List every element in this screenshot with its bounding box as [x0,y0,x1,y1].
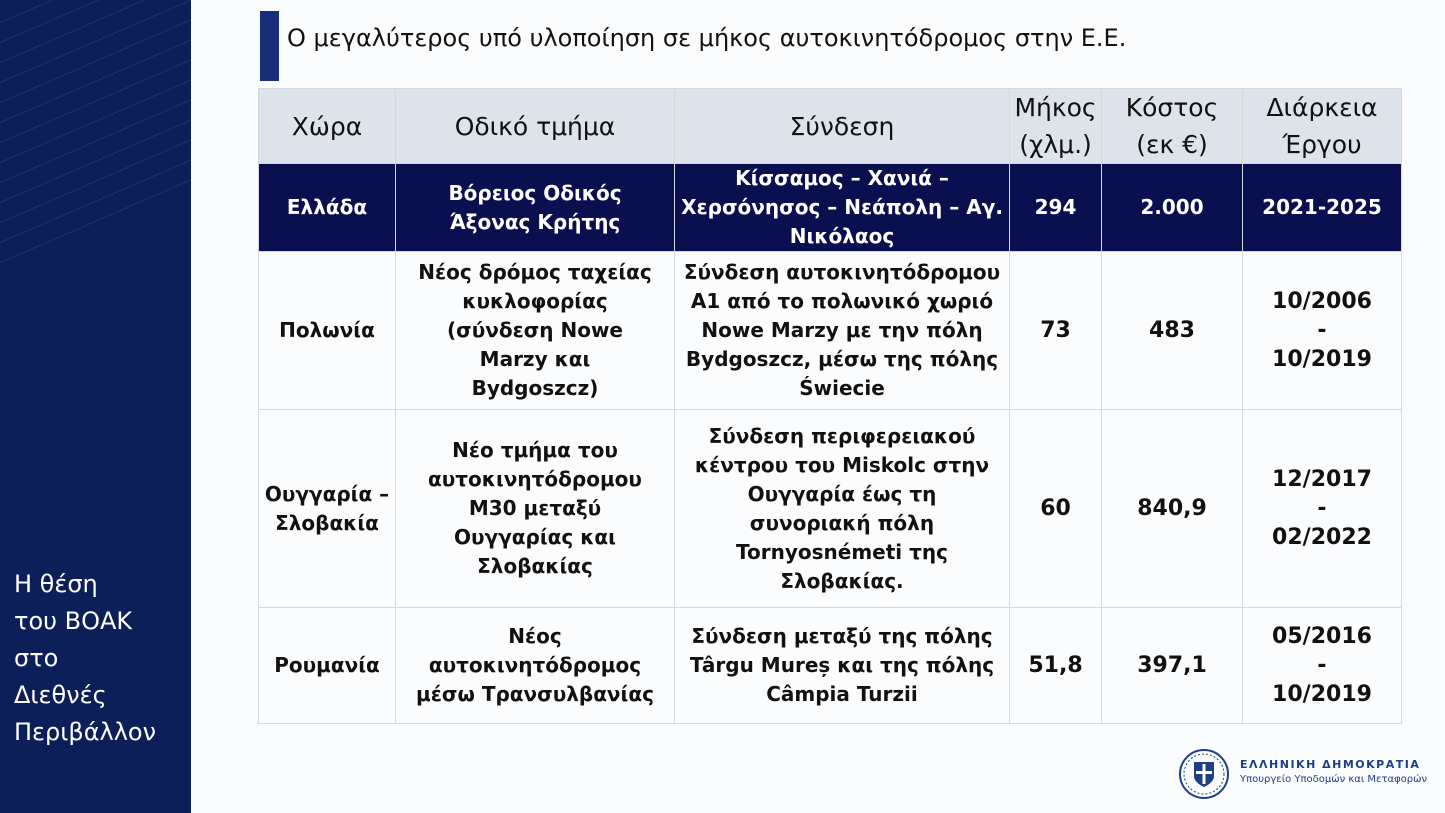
table-row [259,410,1402,608]
cell-cost: 483 [1102,252,1243,410]
cell-duration: 05/2016 - 10/2019 [1243,608,1402,724]
cell-connection: Σύνδεση μεταξύ της πόλης Târgu Mureș και της πόλης Câmpia Turzii [675,608,1010,724]
cell-cost: 840,9 [1102,410,1243,608]
highways-table [258,88,1402,724]
logo-title: ΕΛΛΗΝΙΚΗ ΔΗΜΟΚΡΑΤΙΑ [1240,758,1421,771]
header-length: Μήκος (χλμ.) [1010,89,1102,164]
sidebar-line: του ΒΟΑΚ [14,607,133,635]
cell-length: 294 [1010,164,1102,252]
cell-duration: 2021-2025 [1243,164,1402,252]
decorative-stripes [0,0,191,300]
cell-country: Πολωνία [259,252,396,410]
sidebar-line: Περιβάλλον [14,718,157,746]
cell-segment: Βόρειος Οδικός Άξονας Κρήτης [396,164,675,252]
cell-length: 73 [1010,252,1102,410]
table-header-row [259,89,1402,164]
cell-country: Ελλάδα [259,164,396,252]
sidebar-caption [14,566,189,751]
header-connection: Σύνδεση [675,89,1010,164]
table-row [259,252,1402,410]
cell-connection: Κίσσαμος – Χανιά – Χερσόνησος – Νεάπολη – Αγ. Νικόλαος [675,164,1010,252]
sidebar-line: Διεθνές [14,681,107,709]
header-country: Χώρα [259,89,396,164]
cell-segment: Νέο τμήμα του αυτοκινητόδρομου M30 μεταξύ Ουγγαρίας και Σλοβακίας [396,410,675,608]
header-segment: Οδικό τμήμα [396,89,675,164]
cell-duration: 12/2017 - 02/2022 [1243,410,1402,608]
cell-cost: 397,1 [1102,608,1243,724]
header-duration: Διάρκεια Έργου [1243,89,1402,164]
cell-connection: Σύνδεση περιφερειακού κέντρου του Miskolc στην Ουγγαρία έως τη συνοριακή πόλη Tornyosnémeti της Σλοβακίας. [675,410,1010,608]
cell-segment: Νέος δρόμος ταχείας κυκλοφορίας (σύνδεση Nowe Marzy και Bydgoszcz) [396,252,675,410]
table-row [259,608,1402,724]
cell-length: 60 [1010,410,1102,608]
sidebar [0,0,191,813]
cell-connection: Σύνδεση αυτοκινητόδρομου Α1 από το πολωνικό χωριό Nowe Marzy με την πόλη Bydgoszcz, μέσω της πόλης Świecie [675,252,1010,410]
slide-title: Ο μεγαλύτερος υπό υλοποίηση σε μήκος αυτοκινητόδρομος στην Ε.Ε. [287,24,1127,52]
cell-country: Ουγγαρία – Σλοβακία [259,410,396,608]
cell-cost: 2.000 [1102,164,1243,252]
title-accent-bar [260,11,279,81]
header-cost: Κόστος (εκ €) [1102,89,1243,164]
sidebar-line: στο [14,644,59,672]
cell-segment: Νέος αυτοκινητόδρομος μέσω Τρανσυλβανίας [396,608,675,724]
cell-country: Ρουμανία [259,608,396,724]
cell-length: 51,8 [1010,608,1102,724]
greek-coat-of-arms-icon [1178,748,1230,800]
cell-duration: 10/2006 - 10/2019 [1243,252,1402,410]
sidebar-line: Η θέση [14,570,98,598]
table-row-highlight [259,164,1402,252]
logo-subtitle: Υπουργείο Υποδομών και Μεταφορών [1240,774,1428,785]
